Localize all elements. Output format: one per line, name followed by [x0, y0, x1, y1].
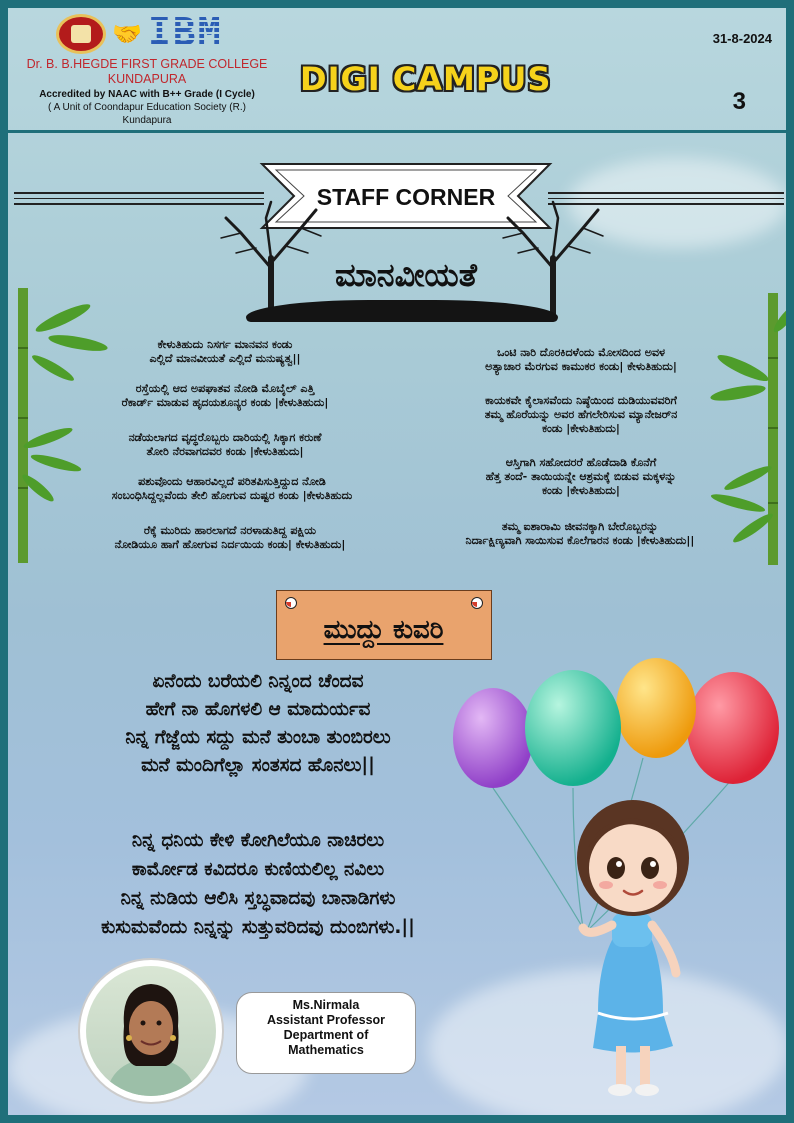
verse-line: ನೋಡಿಯೂ ಹಾಗೆ ಹೋಗುವ ನಿರ್ದಯಿಯ ಕಂಡು| ಕೇಳುತಿಹುದು|: [114, 538, 346, 551]
college-meta: [22, 88, 272, 127]
balloon-icon: [453, 688, 533, 788]
balloon-icon: [616, 658, 696, 758]
author-department: Department of: [283, 1028, 369, 1042]
verse-line: ಕಂಡು |ಕೇಳುತಿಹುದು|: [542, 422, 620, 435]
grass-silhouette: [246, 300, 558, 322]
verse-line: ಒಂಟಿ ನಾರಿ ದೊರಕಿದಳೆಂದು ಮೋಸದಿಂದ ಅವಳ: [497, 346, 665, 359]
verse-line: ರೆಕ್ಕೆ ಮುರಿದು ಹಾರಲಾಗದೆ ನರಳಾಡುತಿದ್ದ ಪಕ್ಷಿಯ: [143, 524, 317, 537]
author-department: Mathematics: [288, 1043, 364, 1057]
verse-block: [400, 520, 760, 548]
verse-line: ತಮ್ಮ ಹೊರೆಯನ್ನು ಅವರ ಹೆಗಲೇರಿಸುವ ಮ್ಯಾನೇಜರ್‌ನ: [484, 408, 678, 421]
avatar: [86, 966, 216, 1096]
balloon-icon: [687, 672, 779, 784]
place-text: Kundapura: [122, 115, 172, 126]
girl-illustration: [448, 653, 788, 1113]
verse-line: ರೆಕಾರ್ಡ್ ಮಾಡುವ ಹೃದಯಶೂನ್ಯರ ಕಂಡು |ಕೇಳುತಿಹುದು|: [121, 396, 329, 409]
poem-stanza: [28, 668, 488, 780]
verse-block: [60, 382, 390, 410]
pin-icon: [285, 597, 297, 609]
verse-block: [60, 524, 400, 552]
college-name-line: KUNDAPURA: [107, 72, 187, 86]
poem-line: ಕುಸುಮವೆಂದು ನಿನ್ನನ್ನು ಸುತ್ತುವರಿದವು ದುಂಬಿಗಳು.||: [101, 917, 415, 938]
unit-text: ( A Unit of Coondapur Education Society (R.): [48, 102, 246, 113]
verse-line: ಪಶುವೊಂದು ಆಹಾರವಿಲ್ಲದೆ ಪರಿತಪಿಸುತ್ತಿದ್ದುದ ನೋಡಿ: [138, 475, 326, 488]
banner-title: STAFF CORNER: [316, 184, 496, 210]
poem-line: ನಿನ್ನ ಧನಿಯ ಕೇಳಿ ಕೋಗಿಲೆಯೂ ನಾಚಿರಲು: [131, 830, 385, 851]
poem-title: ಮುದ್ದು ಕುವರಿ: [323, 615, 444, 645]
verse-block: [54, 475, 410, 503]
verse-line: ಕಂಡು |ಕೇಳುತಿಹುದು|: [542, 484, 620, 497]
college-name-line: Dr. B. B.HEGDE FIRST GRADE COLLEGE: [26, 57, 268, 71]
verse-line: ಎಲ್ಲಿದೆ ಮಾನವೀಯತೆ ಎಲ್ಲಿದೆ ಮನುಷ್ಯತ್ವ||: [149, 352, 301, 365]
accreditation-text: Accredited by NAAC with B++ Grade (I Cycle): [39, 89, 255, 100]
poem-line: ನಿನ್ನ ನುಡಿಯ ಆಲಿಸಿ ಸ್ತಬ್ಧವಾದವು ಬಾನಾಡಿಗಳು: [120, 888, 396, 909]
poem-title: ಮಾನವೀಯತೆ: [335, 256, 477, 294]
verse-block: [60, 431, 390, 459]
issue-date: 31-8-2024: [712, 31, 772, 46]
verse-block: [416, 394, 746, 436]
college-name: [22, 57, 272, 87]
author-photo: [80, 960, 222, 1102]
handshake-icon: 🤝: [112, 20, 142, 48]
author-designation: Assistant Professor: [266, 1013, 386, 1027]
magazine-title: DIGI CAMPUS: [300, 60, 552, 98]
poem-line: ಹೇಗೆ ನಾ ಹೊಗಳಲಿ ಆ ಮಾದುರ್ಯವ: [145, 699, 371, 720]
verse-line: ತೋರಿ ನೆರವಾಗದವರ ಕಂಡು |ಕೇಳುತಿಹುದು|: [146, 445, 304, 458]
page-header: [8, 8, 786, 133]
verse-block: [416, 456, 746, 498]
poem-title-tag: [276, 590, 492, 660]
pin-icon: [471, 597, 483, 609]
college-logo-icon: [56, 14, 106, 54]
poem-line: ಮನೆ ಮಂದಿಗೆಲ್ಲಾ ಸಂತಸದ ಹೊನಲು||: [141, 755, 375, 776]
page-number: 3: [732, 88, 746, 115]
verse-line: ನಿರ್ದಾಕ್ಷಿಣ್ಯವಾಗಿ ಸಾಯಿಸುವ ಕೊಲೆಗಾರನ ಕಂಡು |ಕೇಳುತಿಹುದು||: [465, 534, 695, 547]
verse-block: [416, 346, 746, 374]
verse-line: ರಸ್ತೆಯಲ್ಲಿ ಆದ ಅಪಘಾತವ ನೋಡಿ ಮೊಬೈಲ್ ಎತ್ತಿ: [135, 382, 315, 395]
verse-line: ನಡೆಯಲಾಗದ ವೃದ್ಧರೊಬ್ಬರು ದಾರಿಯಲ್ಲಿ ಸಿಕ್ಕಾಗ ಕರುಣೆ: [128, 431, 322, 444]
poem-stanza: [28, 826, 488, 942]
verse-line: ಕಾಯಕವೇ ಕೈಲಾಸವೆಂದು ನಿಷ್ಠೆಯಿಂದ ದುಡಿಯುವವರಿಗೆ: [485, 394, 677, 407]
poem-line: ಏನೆಂದು ಬರೆಯಲಿ ನಿನ್ನಂದ ಚೆಂದವ: [152, 671, 364, 692]
verse-line: ತಮ್ಮ ಐಶಾರಾಮಿ ಜೀವನಕ್ಕಾಗಿ ಬೇರೊಬ್ಬರನ್ನು: [501, 520, 659, 533]
author-name: Ms.Nirmala: [292, 998, 360, 1012]
verse-line: ಸಂಬಂಧಿಸಿದ್ದಲ್ಲವೆಂದು ತೇಲಿ ಹೋಗುವ ದುಷ್ಟರ ಕಂಡು |ಕೇಳುತಿಹುದು: [111, 489, 353, 502]
verse-line: ಅತ್ಯಾಚಾರ ಮೆರಗುವ ಕಾಮುಕರ ಕಂಡು| ಕೇಳುತಿಹುದು|: [485, 360, 677, 373]
balloon-icon: [525, 670, 621, 786]
verse-line: ಹೆತ್ತ ತಂದೆ- ತಾಯಿಯನ್ನೇ ಆಶ್ರಮಕ್ಕೆ ಬಿಡುವ ಮಕ್ಕಳನ್ನು: [485, 470, 677, 483]
person-silhouette: [86, 966, 216, 1096]
verse-block: [60, 338, 390, 366]
poem-line: ನಿನ್ನ ಗೆಜ್ಜೆಯ ಸದ್ದು ಮನೆ ತುಂಬಾ ತುಂಬಿರಲು: [125, 727, 391, 748]
verse-line: ಆಸ್ತಿಗಾಗಿ ಸಹೋದರರೆ ಹೊಡೆದಾಡಿ ಕೊನೆಗೆ: [505, 456, 657, 469]
ibm-logo: IBM: [148, 10, 223, 54]
author-name-card: [236, 992, 416, 1074]
verse-line: ಕೇಳುತಿಹುದು ನಿಸರ್ಗ ಮಾನವನ ಕಂಡು: [157, 338, 293, 351]
poem-line: ಕಾರ್ಮೋಡ ಕವಿದರೂ ಕುಣಿಯಲಿಲ್ಲ ನವಿಲು: [131, 859, 385, 880]
